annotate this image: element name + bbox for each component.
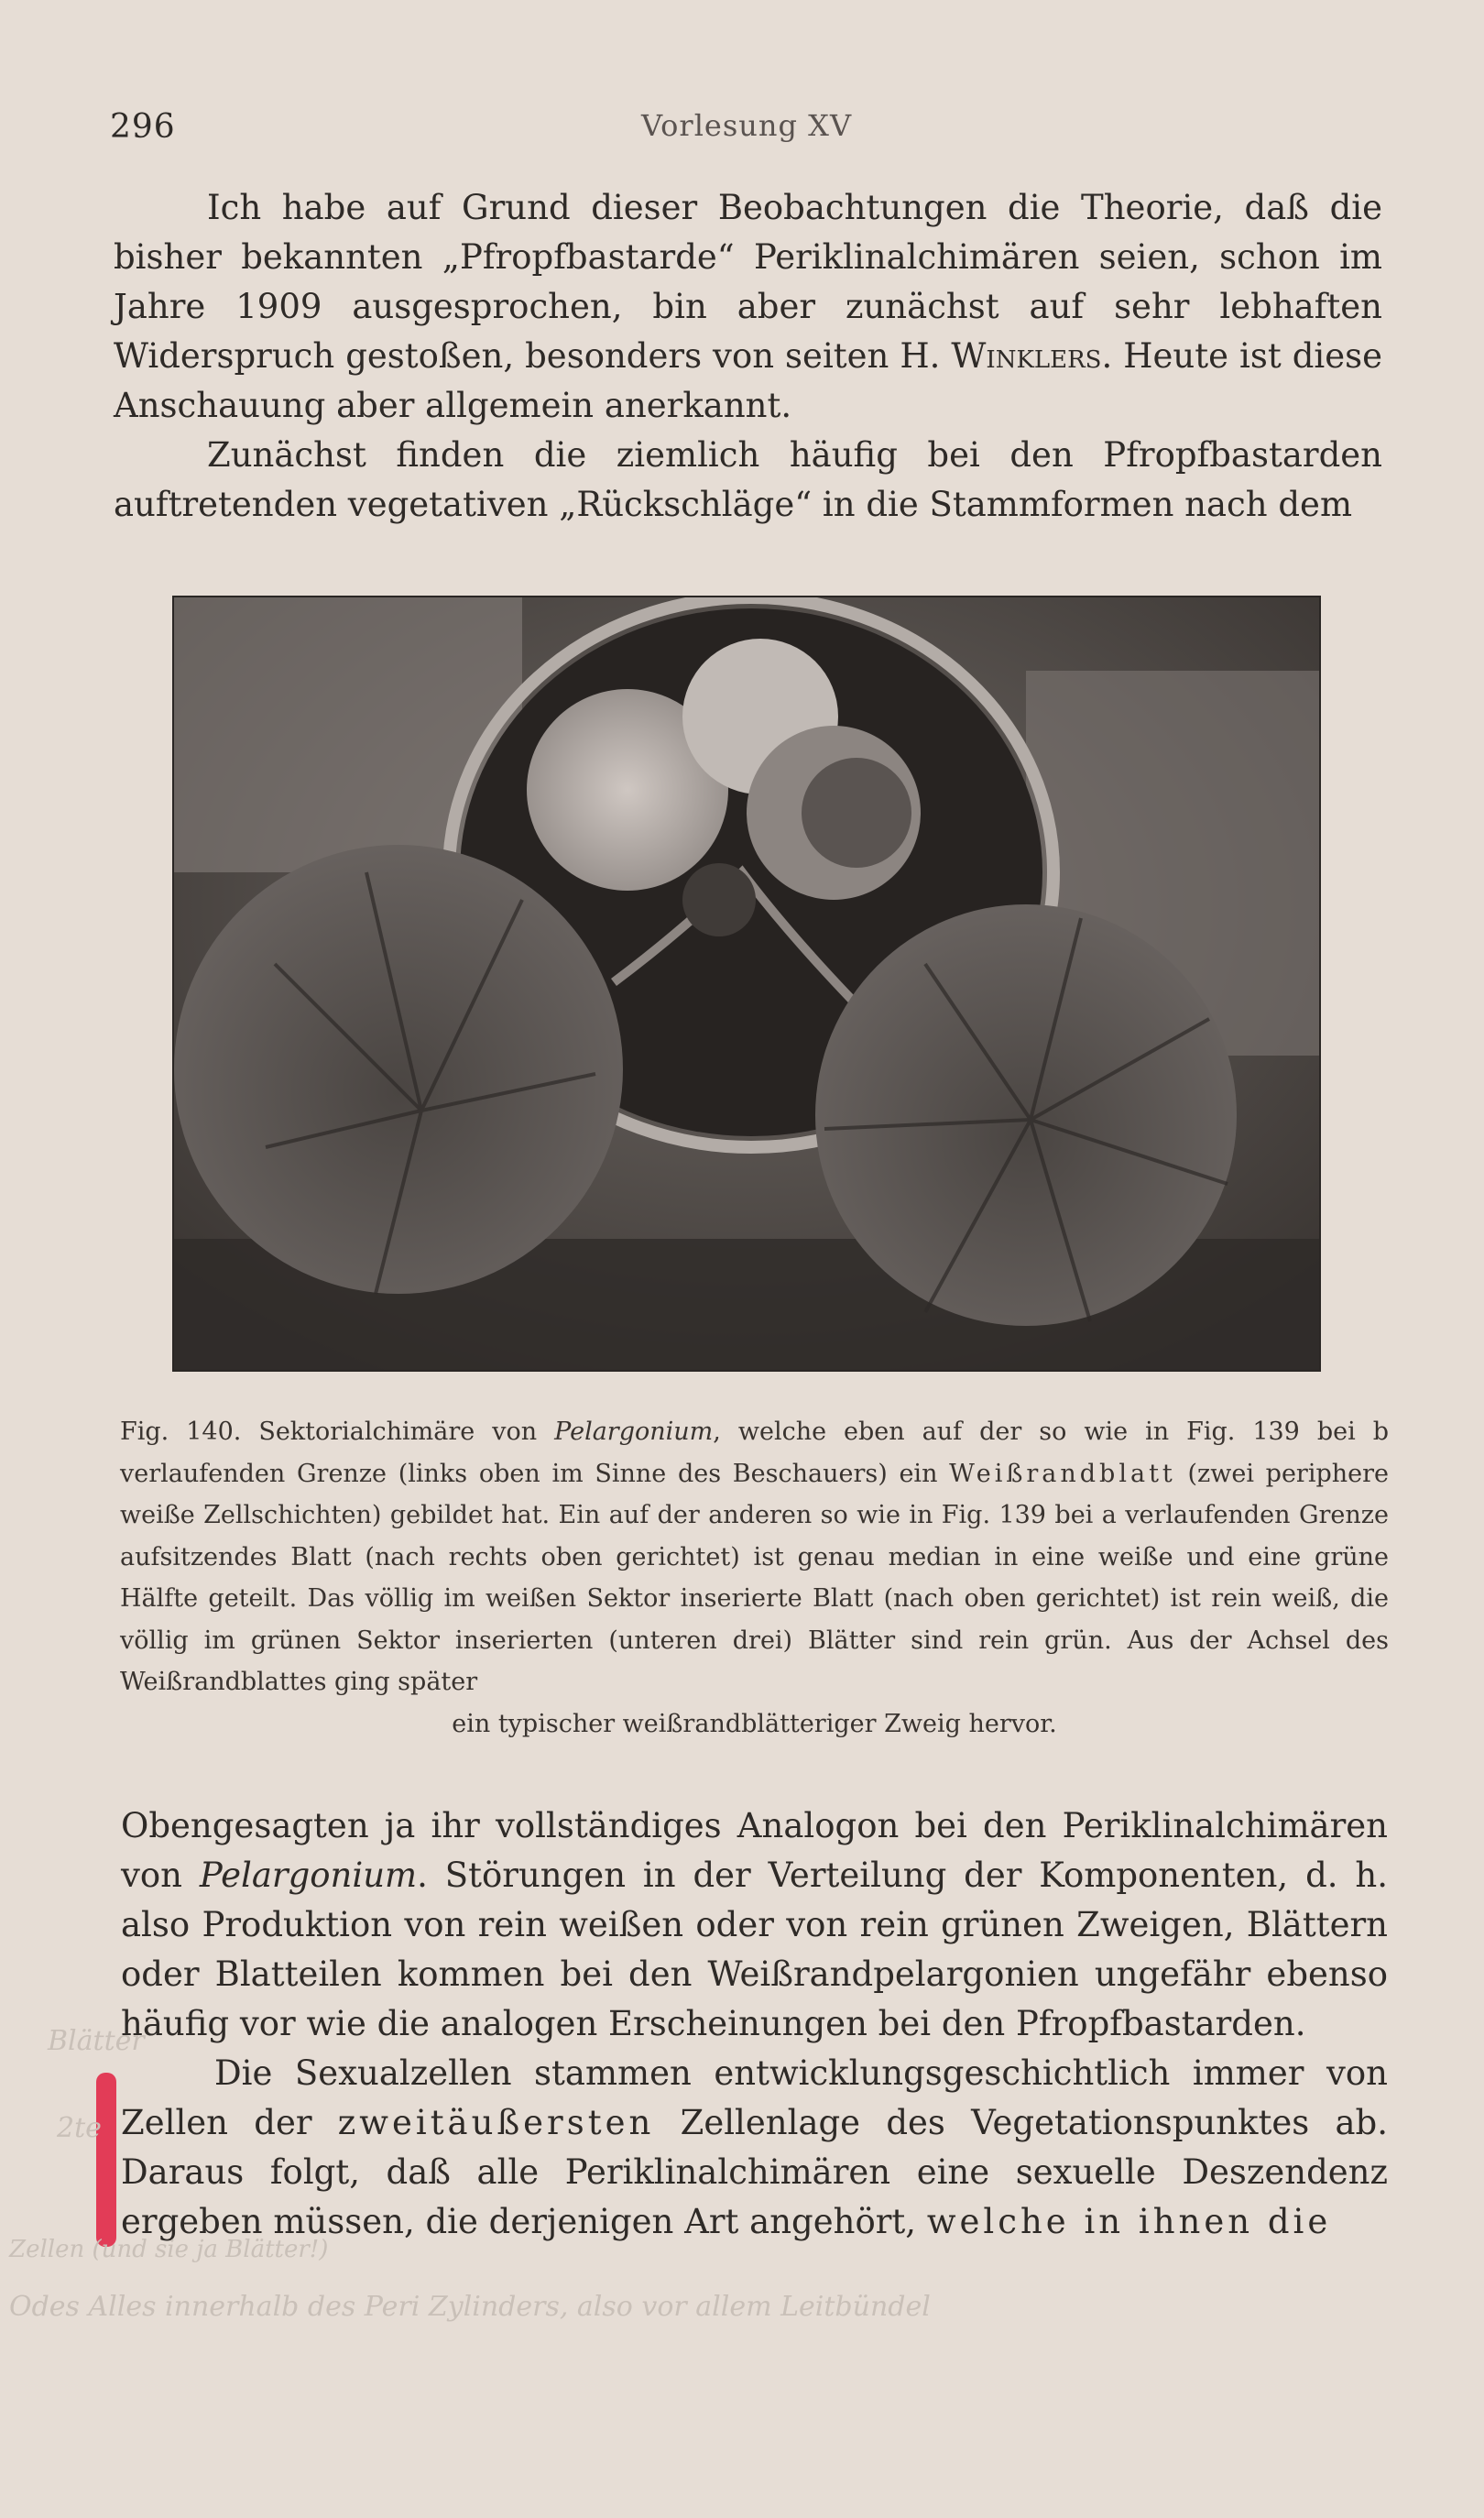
caption-last-line: ein typischer weißrandblätteriger Zweig hervor.: [452, 1709, 1057, 1738]
running-head: [110, 108, 1383, 145]
paragraph-2: Zunächst finden die ziemlich häufig bei den Pfropfbastarden auftretenden vegetativen „Rückschläge“ in die Stammformen nach dem: [114, 435, 1382, 524]
pencil-note-2: 2te: [57, 2112, 102, 2144]
bottom-text-block: [121, 1801, 1388, 2247]
pencil-note-4: Odes Alles innerhalb des Peri Zylinders, also vor allem Leitbündel: [9, 2291, 931, 2323]
author-name: Winklers: [951, 336, 1102, 376]
paragraph-3: Obengesagten ja ihr vollständiges Analogon bei den Periklinalchimären von Pelargonium. Störungen in der Verteilung der Komponenten, d. h. also Produktion von rein weißen oder von rein grünen Zweigen, Blättern oder Blatteilen kommen bei den Weißrandpelargonien ungefähr ebenso häufig vor wie die analogen Erscheinungen bei den Pfropfbastarden.: [121, 1806, 1388, 2043]
top-text-block: [114, 183, 1382, 530]
figure-photo-pelargonium: [172, 596, 1321, 1372]
paragraph-4: Die Sexualzellen stammen entwicklungsgeschichtlich immer von Zellen der zweitäußersten Zellenlage des Vegetationspunktes ab. Daraus folgt, daß alle Periklinalchimären eine sexuelle Deszendenz ergeben müssen, die derjenigen Art angehört, welche in ihnen die: [121, 2053, 1388, 2241]
pencil-note-3: Zellen (und sie ja Blätter!): [9, 2236, 329, 2263]
pencil-note-1: Blätter: [48, 2025, 145, 2057]
paragraph-1: Ich habe auf Grund dieser Beobachtungen die Theorie, daß die bisher bekannten „Pfropfbastarde“ Periklinalchimären seien, schon im Jahre 1909 ausgesprochen, bin aber zunächst auf sehr lebhaften Widerspruch gestoßen, besonders von seiten H. Winklers. Heute ist diese Anschauung aber allgemein anerkannt.: [114, 188, 1382, 425]
running-title: Vorlesung XV: [640, 108, 853, 143]
pelargonium-photo: [174, 597, 1319, 1370]
page-number: 296: [110, 108, 176, 146]
figure-caption: Fig. 140. Sektorialchimäre von Pelargonium, welche eben auf der so wie in Fig. 139 bei b verlaufenden Grenze (links oben im Sinne des Beschauers) ein Weißrandblatt (zwei periphere weiße Zellschichten) gebildet hat. Ein auf der anderen so wie in Fig. 139 bei a verlaufenden Grenze aufsitzendes Blatt (nach rechts oben gerichtet) ist genau median in eine weiße und eine grüne Hälfte geteilt. Das völlig im weißen Sektor inserierte Blatt (nach oben gerichtet) ist rein weiß, die völlig im grünen Sektor inserierten (unteren drei) Blätter sind rein grün. Aus der Achsel des Weißrandblattes ging später ein typischer weißrandblätteriger Zweig hervor.: [120, 1411, 1389, 1745]
red-marker-line: [96, 2073, 116, 2247]
